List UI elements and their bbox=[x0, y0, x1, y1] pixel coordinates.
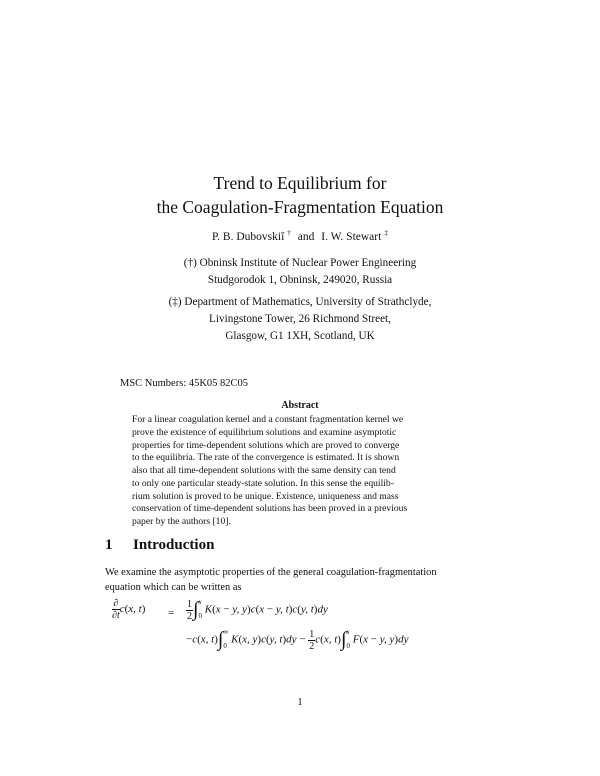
abstract-line: conservation of time-dependent solutions has been proved in a previous bbox=[132, 503, 408, 515]
title-line-2: the Coagulation-Fragmentation Equation bbox=[156, 197, 444, 217]
abstract-line: For a linear coagulation kernel and a constant fragmentation kernel we bbox=[132, 414, 404, 425]
intro-paragraph bbox=[105, 565, 470, 595]
msc-numbers: MSC Numbers: 45K05 82C05 bbox=[120, 378, 249, 389]
author-and: and bbox=[297, 230, 315, 243]
author-2: I. W. Stewart bbox=[321, 230, 382, 243]
section-title: Introduction bbox=[133, 537, 215, 553]
integral-limits: x 0 bbox=[198, 598, 202, 620]
abstract-line: rium solution is proved to be unique. Existence, uniqueness and mass bbox=[132, 490, 399, 502]
equals-sign: = bbox=[168, 607, 175, 619]
affiliation-1-line-1: (†) Obninsk Institute of Nuclear Power Engineering bbox=[183, 257, 417, 269]
abstract-heading: Abstract bbox=[281, 400, 319, 411]
section-number: 1 bbox=[105, 537, 113, 553]
integral-sign: ∫ bbox=[217, 628, 224, 651]
abstract-line: to only one particular steady-state solution. In this sense the equilib- bbox=[132, 477, 394, 489]
author-line bbox=[0, 228, 600, 243]
page-number: 1 bbox=[297, 697, 303, 708]
affiliation-2-line-1: (‡) Department of Mathematics, University of Strathclyde, bbox=[168, 296, 432, 308]
abstract-line: paper by the authors [10]. bbox=[132, 516, 231, 527]
integral-limits: x 0 bbox=[346, 628, 350, 650]
intro-line-2: equation which can be written as bbox=[105, 582, 242, 593]
intro-line-1: We examine the asymptotic properties of the general coagulation-fragmentation bbox=[105, 567, 437, 578]
affiliation-1-line-2: Studgorodok 1, Obninsk, 249020, Russia bbox=[207, 274, 393, 286]
abstract-line: to the equilibria. The rate of the convergence is estimated. It is shown bbox=[132, 452, 400, 464]
abstract-line: prove the existence of equilibrium solutions and examine asymptotic bbox=[132, 426, 397, 438]
integral-sign: ∫ bbox=[340, 628, 347, 651]
partial-derivative: $\frac{\partial}{\partial t}$ bbox=[112, 598, 120, 621]
coagulation-fragmentation-equation bbox=[112, 598, 472, 662]
abstract-body bbox=[132, 414, 468, 529]
title-line-1: Trend to Equilibrium for bbox=[213, 173, 387, 193]
affiliation-2 bbox=[0, 294, 600, 345]
integral-limits: ∞ 0 bbox=[223, 628, 229, 650]
affiliation-2-line-3: Glasgow, G1 1XH, Scotland, UK bbox=[225, 330, 375, 342]
integral-sign: ∫ bbox=[193, 598, 199, 621]
author-1: P. B. Dubovskiĭ bbox=[212, 230, 285, 243]
section-heading bbox=[105, 537, 214, 554]
equation-rhs-line-2: −c(x, t)∫ ∞ 0 K(x, y)c(y, t)dy − $\frac{1}{2}$ c(x, t)∫ x 0 F(x − y, y)dy bbox=[186, 628, 409, 652]
author-1-mark: † bbox=[287, 228, 291, 237]
abstract-line: properties for time-dependent solutions which are proved to converge bbox=[132, 439, 400, 451]
author-2-mark: ‡ bbox=[384, 228, 388, 237]
paper-title bbox=[0, 172, 600, 218]
affiliation-1 bbox=[0, 255, 600, 289]
equation-rhs-line-1: $\frac{1}{2}$ ∫ x 0 K(x − y, y)c(x − y, t)c(y, t)dy bbox=[187, 598, 328, 622]
half-fraction: $\frac{1}{2}$ bbox=[309, 628, 315, 652]
equation-lhs: $\frac{\partial}{\partial t}$ c(x, t) bbox=[112, 598, 146, 621]
affiliation-2-line-2: Livingstone Tower, 26 Richmond Street, bbox=[209, 313, 391, 325]
abstract-line: also that all time-dependent solutions with the same density can tend bbox=[132, 465, 396, 476]
half-fraction: $\frac{1}{2}$ bbox=[187, 598, 192, 622]
